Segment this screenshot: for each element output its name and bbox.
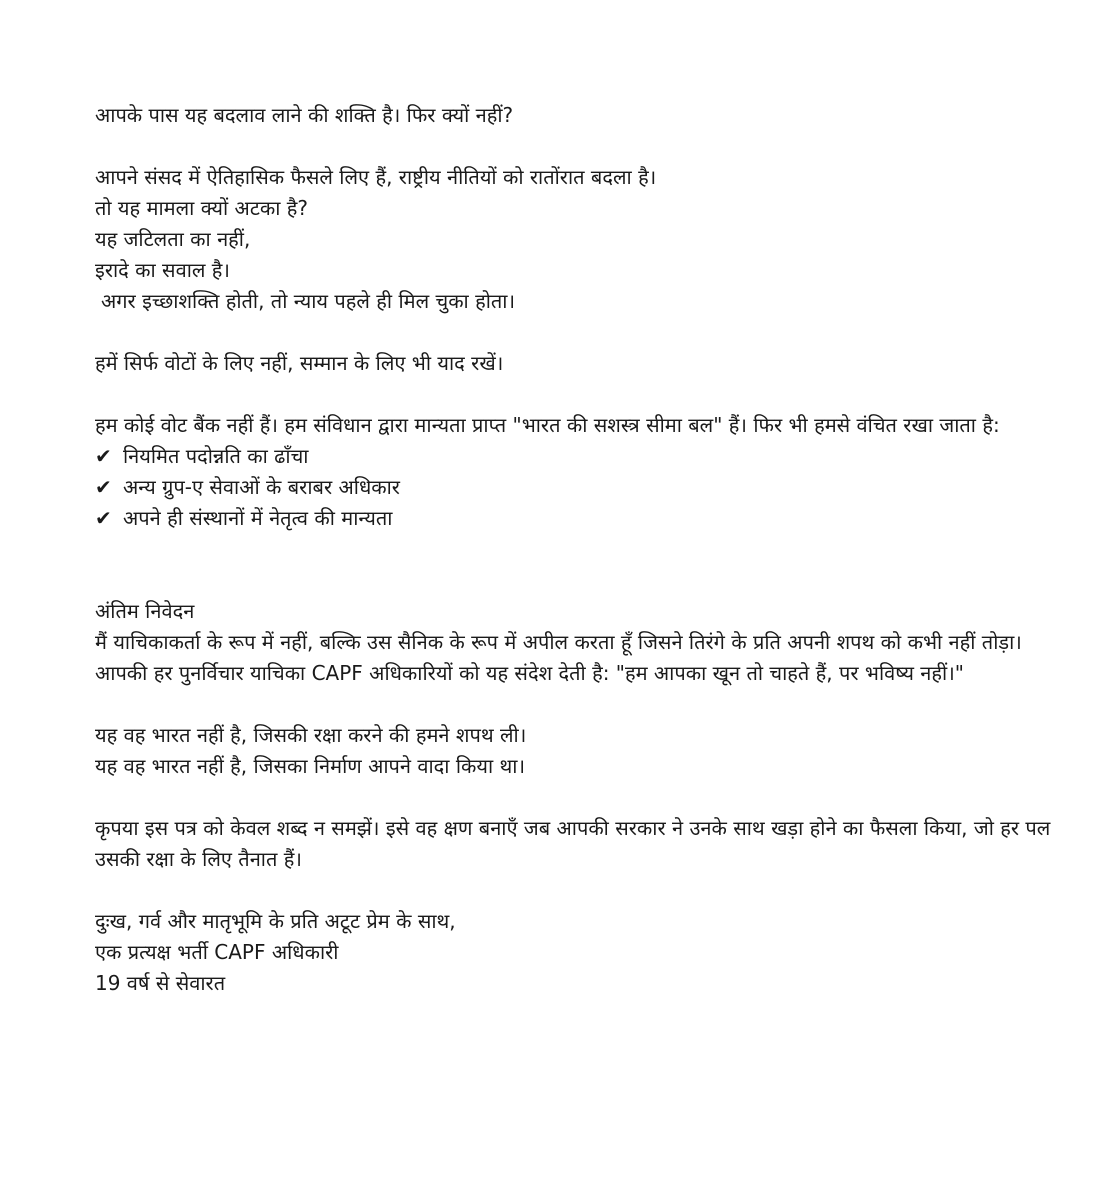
- deprived-item-label: अपने ही संस्थानों में नेतृत्व की मान्यता: [123, 506, 393, 530]
- deprived-item-label: नियमित पदोन्नति का ढाँचा: [123, 444, 309, 468]
- not-india-line: यह वह भारत नहीं है, जिसका निर्माण आपने वादा किया था।: [95, 754, 526, 778]
- para1-line: यह जटिलता का नहीं,: [95, 227, 251, 251]
- request-paragraph: कृपया इस पत्र को केवल शब्द न समझें। इसे वह क्षण बनाएँ जब आपकी सरकार ने उनके साथ खड़ा होने का फैसला किया, जो हर पल उसकी रक्षा के लिए तैनात हैं।: [95, 816, 1051, 871]
- deprived-item-label: अन्य ग्रुप-ए सेवाओं के बराबर अधिकार: [123, 475, 400, 499]
- spacer: [95, 131, 1070, 162]
- signoff-line: दुःख, गर्व और मातृभूमि के प्रति अटूट प्रेम के साथ,: [95, 909, 456, 933]
- spacer: [95, 379, 1070, 410]
- not-vote-bank-paragraph: हम कोई वोट बैंक नहीं हैं। हम संविधान द्वारा मान्यता प्राप्त "भारत की सशस्त्र सीमा बल" हैं। फिर भी हमसे वंचित रखा जाता है:: [95, 413, 1000, 437]
- signoff-line: 19 वर्ष से सेवारत: [95, 971, 226, 995]
- letter-heading: आपके पास यह बदलाव लाने की शक्ति है। फिर क्यों नहीं?: [95, 103, 514, 127]
- spacer: [95, 689, 1070, 720]
- para1-line: अगर इच्छाशक्ति होती, तो न्याय पहले ही मिल चुका होता।: [101, 289, 516, 313]
- remember-line: हमें सिर्फ वोटों के लिए नहीं, सम्मान के लिए भी याद रखें।: [95, 351, 504, 375]
- deprived-list-item: [95, 441, 1070, 472]
- spacer: [95, 534, 1070, 596]
- final-paragraph: मैं याचिकाकर्ता के रूप में नहीं, बल्कि उस सैनिक के रूप में अपील करता हूँ जिसने तिरंगे के प्रति अपनी शपथ को कभी नहीं तोड़ा।: [95, 630, 1022, 654]
- deprived-list-item: [95, 503, 1070, 534]
- final-paragraph: आपकी हर पुनर्विचार याचिका CAPF अधिकारियों को यह संदेश देती है: "हम आपका खून तो चाहते हैं, पर भविष्य नहीं।": [95, 661, 964, 685]
- spacer: [95, 782, 1070, 813]
- para1-line: इरादे का सवाल है।: [95, 258, 230, 282]
- final-heading: अंतिम निवेदन: [95, 599, 195, 623]
- checkmark-icon: ✔: [95, 506, 112, 530]
- spacer: [95, 875, 1070, 906]
- spacer: [95, 317, 1070, 348]
- para1-line: तो यह मामला क्यों अटका है?: [95, 196, 309, 220]
- letter-page: [95, 100, 1070, 999]
- signoff-line: एक प्रत्यक्ष भर्ती CAPF अधिकारी: [95, 940, 339, 964]
- para1-line: आपने संसद में ऐतिहासिक फैसले लिए हैं, राष्ट्रीय नीतियों को रातोंरात बदला है।: [95, 165, 657, 189]
- deprived-list-item: [95, 472, 1070, 503]
- not-india-line: यह वह भारत नहीं है, जिसकी रक्षा करने की हमने शपथ ली।: [95, 723, 527, 747]
- checkmark-icon: ✔: [95, 444, 112, 468]
- checkmark-icon: ✔: [95, 475, 112, 499]
